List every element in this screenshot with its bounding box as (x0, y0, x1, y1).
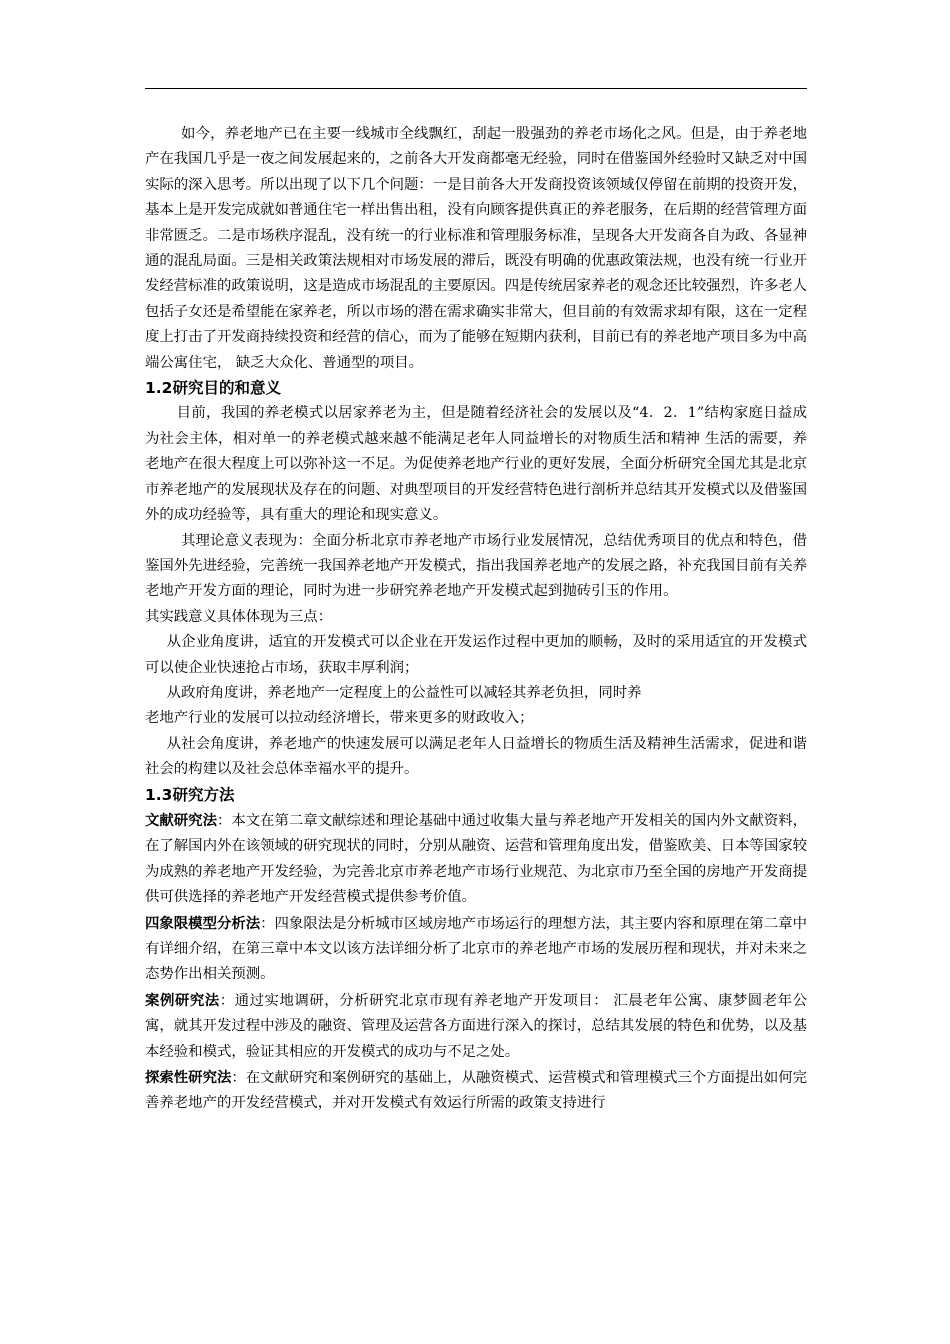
document-body (145, 122, 807, 1117)
paragraph-government-line2: 老地产行业的发展可以拉动经济增长，带来更多的财政收入； (145, 710, 534, 727)
paragraph-practice-intro: 其实践意义具体体现为三点： (145, 608, 333, 625)
paragraph-theory: 其理论意义表现为：全面分析北京市养老地产市场行业发展情况，总结优秀项目的优点和特色，借鉴国外先进经验，完善统一我国养老地产开发模式，指出我国养老地产的发展之路，补充我国目前有关养老地产开发方面的理论，同时为进一步研究养老地产开发模式起到抛砖引玉的作用。 (145, 532, 807, 600)
paragraph-enterprise: 从企业角度讲，适宜的开发模式可以企业在开发运作过程中更加的顺畅，及时的采用适宜的开发模式可以使企业快速抢占市场，获取丰厚利润； (145, 634, 807, 676)
method-literature-lead: 文献研究法 (145, 811, 217, 829)
method-case-study-lead: 案例研究法 (145, 991, 220, 1009)
method-case-study-text: ：通过实地调研，分析研究北京市现有养老地产开发项目： 汇晨老年公寓、康梦圆老年公寓，就其开发过程中涉及的融资、管理及运营各方面进行深入的探讨，总结其发展的特色和优势，以及基本经验和模式，验证其相应的开发模式的成功与不足之处。 (145, 992, 807, 1060)
section-heading-1-2: 1.2研究目的和意义 (145, 379, 281, 398)
section-heading-1-3: 1.3研究方法 (145, 785, 235, 804)
method-exploratory (145, 1065, 807, 1117)
header-rule (145, 88, 807, 89)
paragraph-society: 从社会角度讲，养老地产的快速发展可以满足老年人日益增长的物质生活及精神生活需求，促进和谐社会的构建以及社会总体幸福水平的提升。 (145, 735, 807, 778)
method-literature (145, 808, 807, 911)
method-four-quadrant-text: ：四象限法是分析城市区域房地产市场运行的理想方法，其主要内容和原理在第二章中有详细介绍，在第三章中本文以该方法详细分析了北京市的养老地产市场的发展历程和现状，并对未来之态势作出相关预测。 (145, 915, 807, 983)
method-exploratory-text: ：在文献研究和案例研究的基础上，从融资模式、运营模式和管理模式三个方面提出如何完善养老地产的开发经营模式，并对开发模式有效运行所需的政策支持进行 (145, 1070, 807, 1112)
method-literature-text: ：本文在第二章文献综述和理论基础中通过收集大量与养老地产开发相关的国内外文献资料，在了解国内外在该领域的研究现状的同时，分别从融资、运营和管理角度出发，借鉴欧美、日本等国家较为成熟的养老地产开发经验，为完善北京市养老地产市场行业规范、为北京市乃至全国的房地产开发商提供可供选择的养老地产开发经营模式提供参考价值。 (145, 812, 807, 906)
method-four-quadrant-lead: 四象限模型分析法 (145, 914, 261, 932)
paragraph-purpose: 目前，我国的养老模式以居家养老为主，但是随着经济社会的发展以及“4．2．1”结构家庭日益成为社会主体，相对单一的养老模式越来越不能满足老年人同益增长的对物质生活和精神 生活的需要，养老地产在很大程度上可以弥补这一不足。为促使养老地产行业的更好发展，全面分析研究全国尤其是北京市养老地产的发展现状及存在的问题、对典型项目的开发经营特色进行剖析并总结其开发模式以及借鉴国外的成功经验等，具有重大的理论和现实意义。 (145, 405, 807, 524)
paragraph-government-line1: 从政府角度讲，养老地产一定程度上的公益性可以减轻其养老负担，同时养 (166, 684, 642, 701)
paragraph-intro: 如今，养老地产已在主要一线城市全线飘红，刮起一股强劲的养老市场化之风。但是，由于养老地产在我国几乎是一夜之间发展起来的，之前各大开发商都毫无经验，同时在借鉴国外经验时又缺乏对中国实际的深入思考。所以出现了以下几个问题：一是目前各大开发商投资该领域仅停留在前期的投资开发，基本上是开发完成就如普通住宅一样出售出租，没有向顾客提供真正的养老服务，在后期的经营管理方面非常匮乏。二是市场秩序混乱，没有统一的行业标准和管理服务标准，呈现各大开发商各自为政、各显神通的混乱局面。三是相关政策法规相对市场发展的滞后，既没有明确的优惠政策法规，也没有统一行业开发经营标准的政策说明，这是造成市场混乱的主要原因。四是传统居家养老的观念还比较强烈，许多老人包括子女还是希望能在家养老，所以市场的潜在需求确实非常大，但目前的有效需求却有限，这在一定程度上打击了开发商持续投资和经营的信心，而为了能够在短期内获利，目前已有的养老地产项目多为中高端公寓住宅， 缺乏大众化、普通型的项目。 (145, 126, 807, 371)
method-exploratory-lead: 探索性研究法 (145, 1069, 232, 1087)
method-four-quadrant (145, 911, 807, 988)
method-case-study (145, 988, 807, 1065)
